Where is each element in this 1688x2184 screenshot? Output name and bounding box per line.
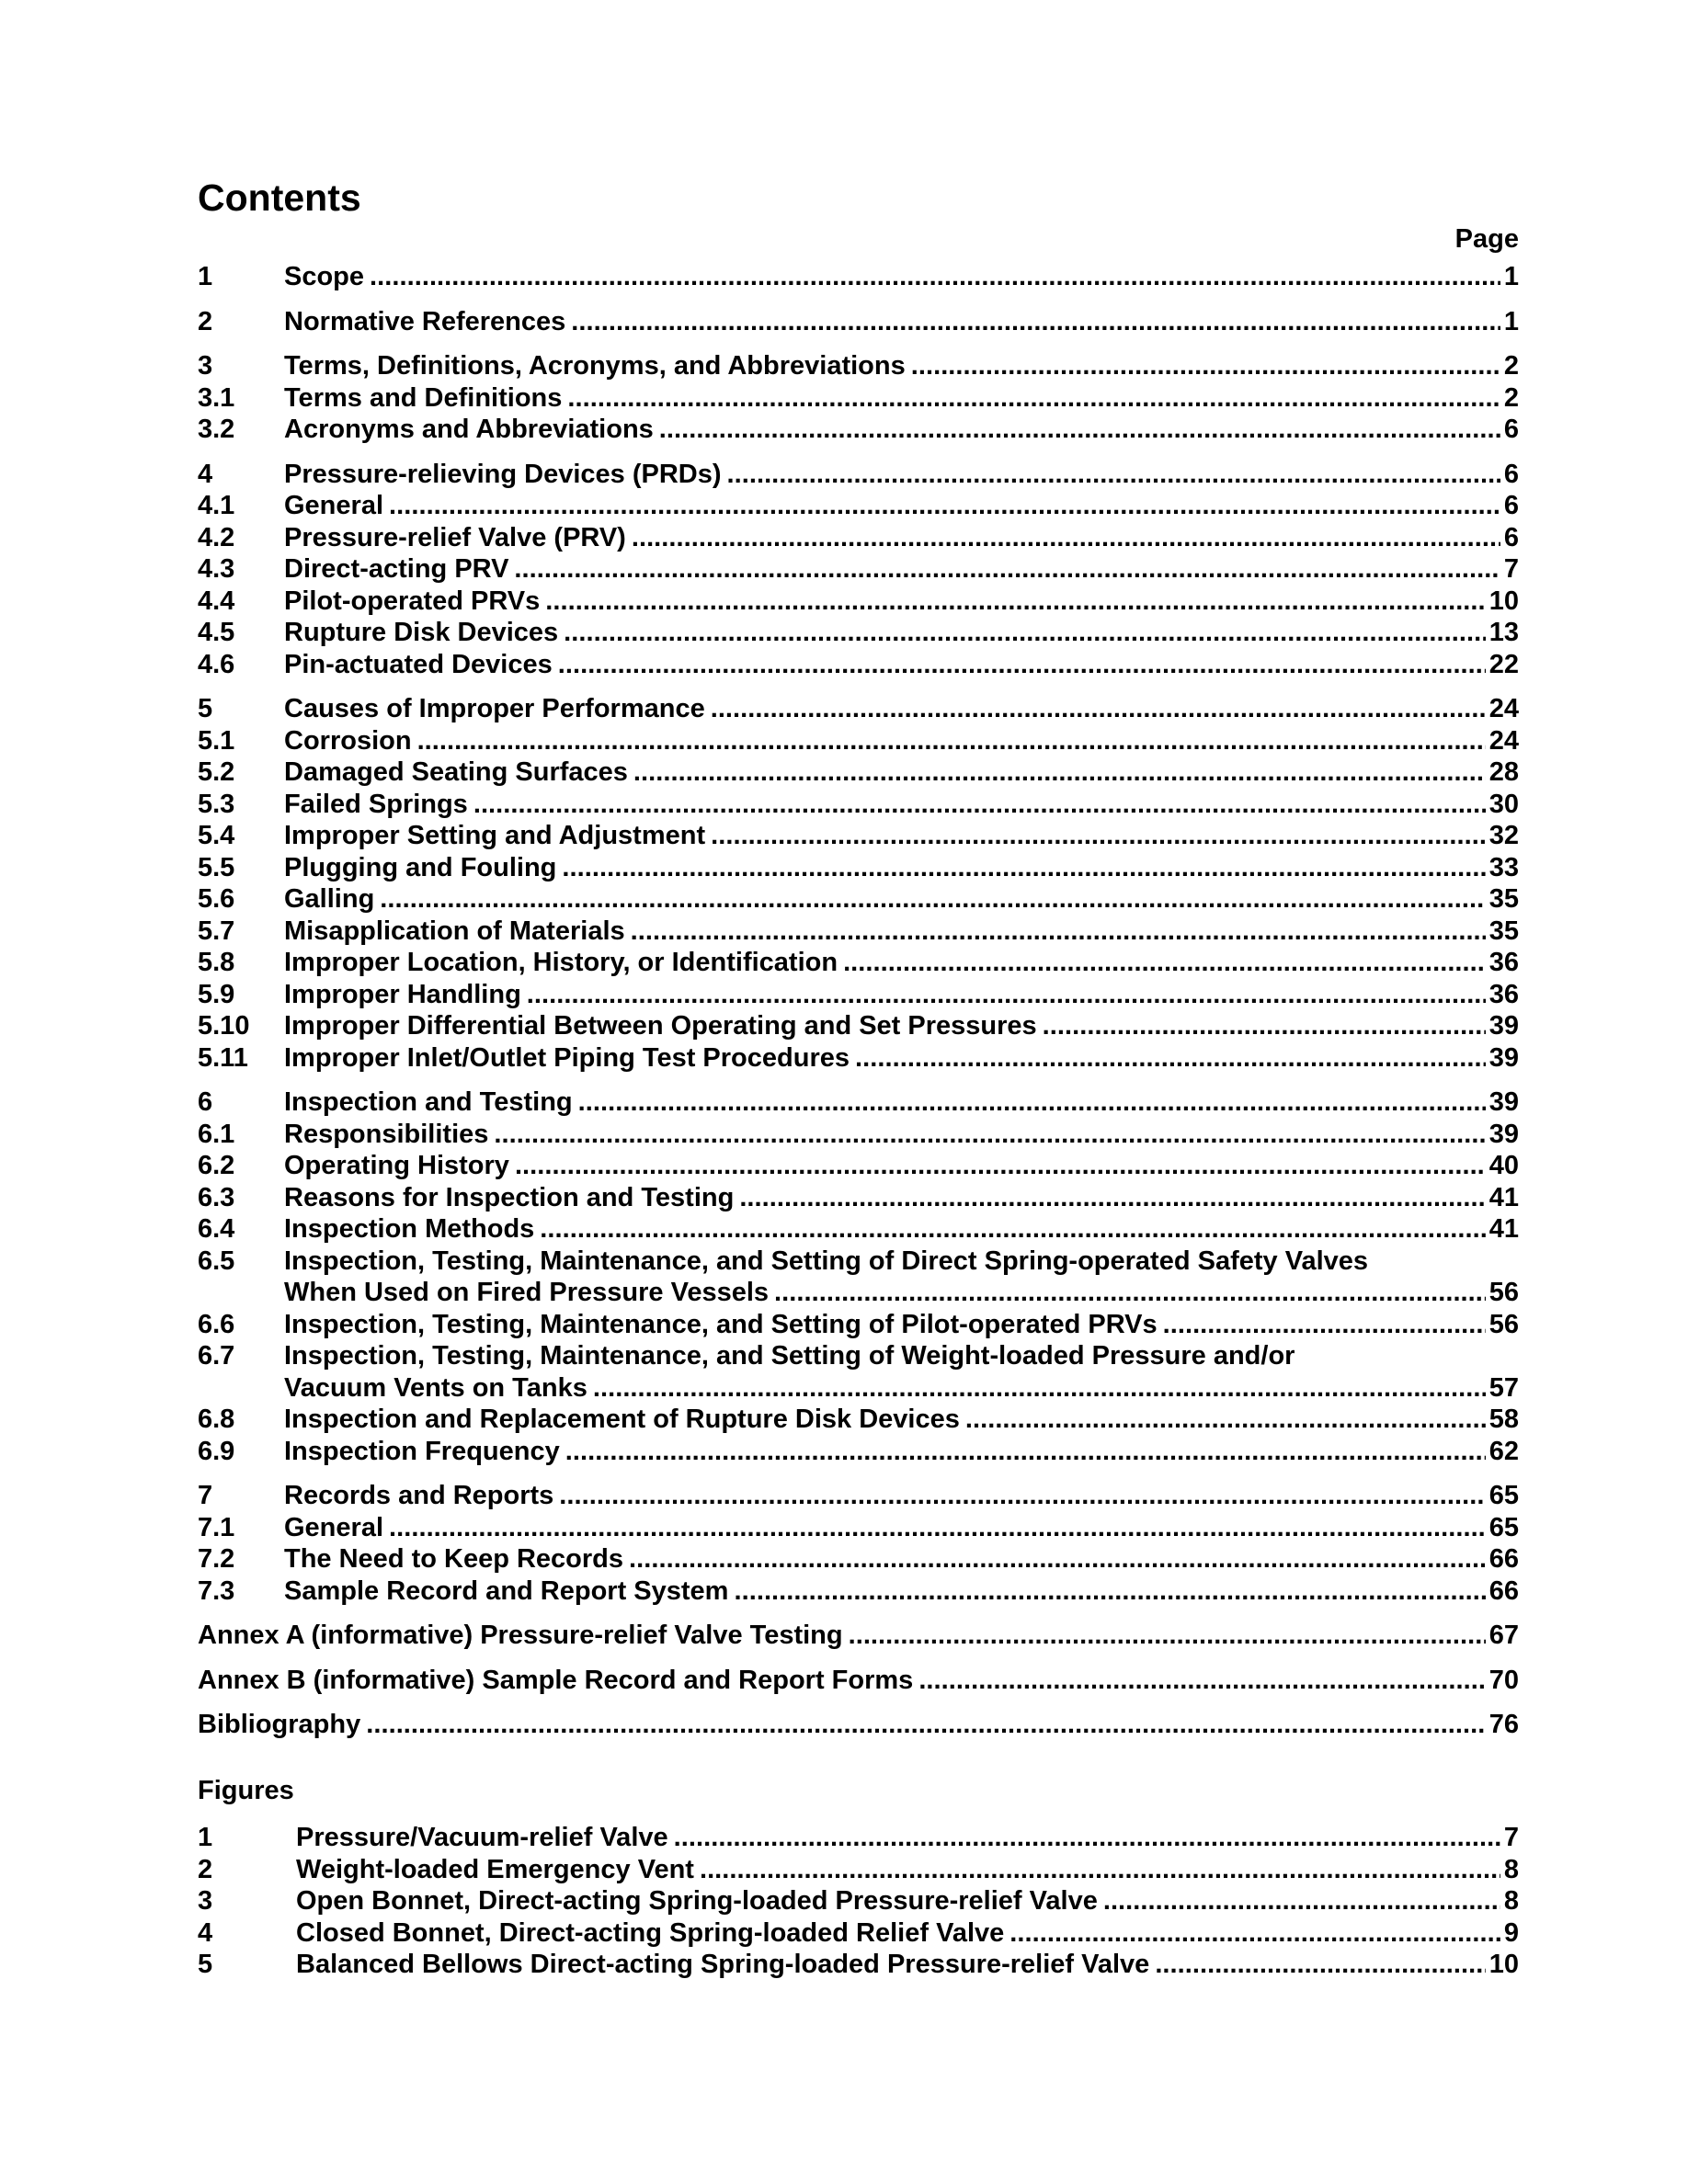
- entry-title: General: [284, 1512, 389, 1544]
- entry-number: 5.9: [198, 979, 235, 1009]
- dot-leader: [727, 459, 1500, 491]
- dot-leader: [564, 617, 1486, 649]
- toc-entry[interactable]: [198, 617, 1519, 649]
- entry-number: 6.2: [198, 1151, 235, 1180]
- entry-number: 4.5: [198, 618, 235, 647]
- toc-entry[interactable]: [198, 852, 1519, 884]
- entry-number: 7.1: [198, 1512, 235, 1542]
- entry-page-number: 65: [1488, 1512, 1519, 1542]
- dot-leader: [774, 1277, 1486, 1309]
- toc-entry[interactable]: [198, 789, 1519, 821]
- entry-title: Direct-acting PRV: [284, 553, 514, 586]
- toc-entry[interactable]: [198, 1665, 1519, 1697]
- entry-page-number: 6: [1503, 459, 1519, 489]
- entry-number: 3.1: [198, 382, 235, 413]
- entry-title: Inspection, Testing, Maintenance, and Setting of Pilot-operated PRVs: [284, 1309, 1163, 1341]
- entry-page-number: 6: [1503, 415, 1519, 444]
- entry-title: Inspection, Testing, Maintenance, and Setting of Direct Spring-operated Safety Valves: [284, 1246, 1369, 1276]
- figure-entry[interactable]: [198, 1917, 1519, 1950]
- toc-entry[interactable]: [198, 1182, 1519, 1214]
- entry-title: Improper Handling: [284, 979, 527, 1011]
- entry-number: 4.4: [198, 586, 235, 616]
- dot-leader: [965, 1404, 1486, 1436]
- dot-leader: [527, 979, 1486, 1011]
- toc-entry[interactable]: [198, 1480, 1519, 1512]
- entry-title: Normative References: [284, 306, 571, 338]
- entry-page-number: 39: [1488, 1011, 1519, 1041]
- toc-entry-continuation[interactable]: [198, 1277, 1519, 1309]
- entry-number: 5.3: [198, 789, 235, 819]
- entry-page-number: 41: [1488, 1182, 1519, 1212]
- entry-title: Improper Inlet/Outlet Piping Test Procedures: [284, 1042, 855, 1075]
- entry-number: 6: [198, 1087, 213, 1117]
- dot-leader: [711, 820, 1486, 852]
- table-of-contents: [198, 261, 1519, 1741]
- entry-number: 4.1: [198, 491, 235, 520]
- dot-leader: [711, 693, 1486, 725]
- toc-entry[interactable]: [198, 947, 1519, 979]
- figure-entry[interactable]: [198, 1854, 1519, 1886]
- toc-entry-continuation[interactable]: [198, 1372, 1519, 1405]
- entry-title: Inspection Methods: [284, 1213, 540, 1246]
- entry-page-number: 32: [1488, 821, 1519, 850]
- dot-leader: [558, 649, 1486, 681]
- dot-leader: [700, 1854, 1500, 1886]
- toc-entry[interactable]: [198, 1246, 1519, 1278]
- entry-title: General: [284, 490, 389, 522]
- dot-leader: [1043, 1010, 1486, 1042]
- entry-page-number: 10: [1488, 1950, 1519, 1979]
- entry-title: Scope: [284, 261, 370, 293]
- entry-page-number: 39: [1488, 1087, 1519, 1117]
- toc-entry[interactable]: [198, 1213, 1519, 1246]
- entry-number: 5.7: [198, 916, 235, 946]
- toc-entry[interactable]: [198, 350, 1519, 382]
- entry-page-number: 7: [1503, 554, 1519, 584]
- toc-entry[interactable]: [198, 261, 1519, 293]
- entry-title: Improper Setting and Adjustment: [284, 820, 711, 852]
- dot-leader: [1163, 1309, 1486, 1341]
- toc-entry[interactable]: [198, 1575, 1519, 1608]
- dot-leader: [1103, 1885, 1500, 1917]
- dot-leader: [911, 350, 1500, 382]
- entry-title: Pressure-relieving Devices (PRDs): [284, 459, 727, 491]
- entry-title: Terms, Definitions, Acronyms, and Abbreviations: [284, 350, 911, 382]
- toc-entry[interactable]: [198, 1150, 1519, 1182]
- dot-leader: [389, 1512, 1486, 1544]
- entry-number: 4.6: [198, 649, 235, 679]
- dot-leader: [659, 414, 1500, 446]
- dot-leader: [515, 1150, 1486, 1182]
- entry-page-number: 36: [1488, 979, 1519, 1009]
- toc-entry[interactable]: [198, 553, 1519, 586]
- entry-page-number: 67: [1488, 1621, 1519, 1650]
- entry-number: 5: [198, 694, 213, 723]
- entry-number: 3: [198, 1886, 213, 1916]
- list-of-figures: [198, 1822, 1519, 1981]
- entry-page-number: 62: [1488, 1436, 1519, 1466]
- entry-title: Annex B (informative) Sample Record and Report Forms: [198, 1665, 918, 1697]
- entry-title: Improper Differential Between Operating and Set Pressures: [284, 1010, 1043, 1042]
- dot-leader: [562, 852, 1485, 884]
- entry-title-continued: Vacuum Vents on Tanks: [284, 1372, 593, 1405]
- entry-title: Inspection Frequency: [284, 1436, 565, 1468]
- toc-entry[interactable]: [198, 1620, 1519, 1652]
- entry-title: Records and Reports: [284, 1480, 559, 1512]
- dot-leader: [370, 261, 1500, 293]
- entry-number: 5.6: [198, 884, 235, 914]
- entry-number: 6.9: [198, 1436, 235, 1466]
- dot-leader: [571, 306, 1500, 338]
- entry-title: Balanced Bellows Direct-acting Spring-loaded Pressure-relief Valve: [296, 1949, 1155, 1981]
- entry-title: Pilot-operated PRVs: [284, 586, 545, 618]
- entry-title: Galling: [284, 883, 380, 916]
- toc-entry[interactable]: [198, 1512, 1519, 1544]
- entry-number: 2: [198, 1854, 213, 1884]
- entry-page-number: 2: [1503, 382, 1519, 413]
- dot-leader: [380, 883, 1485, 916]
- toc-entry[interactable]: [198, 979, 1519, 1011]
- toc-entry[interactable]: [198, 1010, 1519, 1042]
- entry-number: 4: [198, 1917, 213, 1948]
- entry-number: 5.1: [198, 725, 235, 756]
- dot-leader: [389, 490, 1500, 522]
- entry-page-number: 66: [1488, 1575, 1519, 1606]
- entry-title: The Need to Keep Records: [284, 1543, 629, 1575]
- entry-number: 5.5: [198, 852, 235, 882]
- toc-entry[interactable]: [198, 490, 1519, 522]
- page-column-header: Page: [1454, 224, 1519, 254]
- entry-page-number: 39: [1488, 1119, 1519, 1149]
- dot-leader: [734, 1575, 1485, 1608]
- entry-page-number: 6: [1503, 522, 1519, 552]
- toc-entry[interactable]: [198, 649, 1519, 681]
- dot-leader: [514, 553, 1500, 586]
- toc-entry[interactable]: [198, 883, 1519, 916]
- entry-title: Misapplication of Materials: [284, 916, 631, 948]
- entry-title: Annex A (informative) Pressure-relief Valve Testing: [198, 1620, 849, 1652]
- entry-number: 3.2: [198, 415, 235, 444]
- entry-page-number: 40: [1488, 1151, 1519, 1180]
- entry-number: 7.3: [198, 1575, 235, 1606]
- entry-title: Reasons for Inspection and Testing: [284, 1182, 739, 1214]
- entry-title: Operating History: [284, 1150, 515, 1182]
- entry-title: Sample Record and Report System: [284, 1575, 734, 1608]
- dot-leader: [1009, 1917, 1500, 1950]
- entry-number: 5.2: [198, 757, 235, 787]
- entry-page-number: 70: [1488, 1665, 1519, 1695]
- toc-entry[interactable]: [198, 414, 1519, 446]
- toc-entry[interactable]: [198, 522, 1519, 554]
- entry-number: 7: [198, 1481, 213, 1510]
- dot-leader: [473, 789, 1486, 821]
- entry-page-number: 41: [1488, 1214, 1519, 1244]
- entry-page-number: 2: [1503, 351, 1519, 381]
- toc-entry[interactable]: [198, 1340, 1519, 1372]
- entry-number: 5: [198, 1950, 213, 1979]
- dot-leader: [1155, 1949, 1485, 1981]
- toc-entry[interactable]: [198, 820, 1519, 852]
- entry-number: 5.8: [198, 948, 235, 977]
- figure-entry[interactable]: [198, 1949, 1519, 1981]
- entry-number: 4: [198, 459, 213, 489]
- entry-title: Pressure-relief Valve (PRV): [284, 522, 632, 554]
- toc-entry[interactable]: [198, 1404, 1519, 1436]
- entry-number: 6.7: [198, 1341, 235, 1371]
- toc-entry[interactable]: [198, 1086, 1519, 1119]
- entry-page-number: 39: [1488, 1042, 1519, 1073]
- toc-entry[interactable]: [198, 1436, 1519, 1468]
- entry-title: Rupture Disk Devices: [284, 617, 564, 649]
- entry-number: 3: [198, 351, 213, 381]
- toc-entry[interactable]: [198, 693, 1519, 725]
- entry-page-number: 33: [1488, 852, 1519, 882]
- entry-title: Inspection and Testing: [284, 1086, 578, 1119]
- entry-title: Damaged Seating Surfaces: [284, 756, 633, 789]
- entry-title: Acronyms and Abbreviations: [284, 414, 659, 446]
- entry-page-number: 65: [1488, 1481, 1519, 1510]
- dot-leader: [417, 725, 1486, 757]
- entry-title: Inspection, Testing, Maintenance, and Setting of Weight-loaded Pressure and/or: [284, 1341, 1295, 1371]
- entry-number: 2: [198, 306, 213, 336]
- entry-title: Terms and Definitions: [284, 382, 567, 415]
- entry-page-number: 8: [1503, 1886, 1519, 1916]
- entry-title: Weight-loaded Emergency Vent: [296, 1854, 700, 1886]
- entry-number: 7.2: [198, 1544, 235, 1574]
- dot-leader: [633, 756, 1486, 789]
- dot-leader: [366, 1709, 1486, 1741]
- dot-leader: [567, 382, 1500, 415]
- entry-title: Closed Bonnet, Direct-acting Spring-loaded Relief Valve: [296, 1917, 1009, 1950]
- entry-title: Inspection and Replacement of Rupture Disk Devices: [284, 1404, 965, 1436]
- dot-leader: [674, 1822, 1500, 1854]
- entry-number: 5.11: [198, 1042, 248, 1073]
- entry-number: 4.2: [198, 522, 235, 552]
- dot-leader: [540, 1213, 1485, 1246]
- toc-page: [198, 0, 1519, 2184]
- dot-leader: [849, 1620, 1486, 1652]
- toc-entry[interactable]: [198, 916, 1519, 948]
- entry-title: Failed Springs: [284, 789, 473, 821]
- dot-leader: [631, 916, 1486, 948]
- entry-page-number: 7: [1503, 1823, 1519, 1852]
- dot-leader: [559, 1480, 1485, 1512]
- entry-number: 6.5: [198, 1246, 235, 1276]
- dot-leader: [565, 1436, 1486, 1468]
- figure-entry[interactable]: [198, 1885, 1519, 1917]
- toc-entry[interactable]: [198, 1309, 1519, 1341]
- entry-number: 4.3: [198, 554, 235, 584]
- entry-page-number: 35: [1488, 916, 1519, 946]
- entry-number: 6.3: [198, 1182, 235, 1212]
- dot-leader: [545, 586, 1485, 618]
- entry-number: 1: [198, 262, 213, 291]
- toc-entry[interactable]: [198, 306, 1519, 338]
- entry-page-number: 36: [1488, 948, 1519, 977]
- figure-entry[interactable]: [198, 1822, 1519, 1854]
- toc-entry[interactable]: [198, 1709, 1519, 1741]
- entry-page-number: 35: [1488, 884, 1519, 914]
- entry-title: Responsibilities: [284, 1119, 494, 1151]
- entry-title: Plugging and Fouling: [284, 852, 562, 884]
- dot-leader: [578, 1086, 1486, 1119]
- entry-page-number: 58: [1488, 1405, 1519, 1434]
- entry-number: 5.4: [198, 821, 235, 850]
- dot-leader: [855, 1042, 1486, 1075]
- dot-leader: [632, 522, 1500, 554]
- entry-title-continued: When Used on Fired Pressure Vessels: [284, 1277, 774, 1309]
- entry-number: 5.10: [198, 1011, 250, 1041]
- toc-entry[interactable]: [198, 1042, 1519, 1075]
- entry-page-number: 24: [1488, 694, 1519, 723]
- dot-leader: [494, 1119, 1485, 1151]
- entry-page-number: 30: [1488, 789, 1519, 819]
- toc-entry[interactable]: [198, 1119, 1519, 1151]
- entry-page-number: 57: [1488, 1372, 1519, 1403]
- figures-heading: Figures: [198, 1776, 294, 1805]
- entry-page-number: 9: [1503, 1917, 1519, 1948]
- entry-page-number: 56: [1488, 1278, 1519, 1307]
- page-title: Contents: [198, 176, 361, 219]
- dot-leader: [593, 1372, 1486, 1405]
- toc-entry[interactable]: [198, 382, 1519, 415]
- entry-page-number: 24: [1488, 725, 1519, 756]
- entry-page-number: 1: [1503, 306, 1519, 336]
- entry-page-number: 22: [1488, 649, 1519, 679]
- entry-page-number: 1: [1503, 262, 1519, 291]
- toc-entry[interactable]: [198, 756, 1519, 789]
- entry-page-number: 28: [1488, 757, 1519, 787]
- entry-number: 6.1: [198, 1119, 235, 1149]
- entry-title: Pressure/Vacuum-relief Valve: [296, 1822, 674, 1854]
- entry-number: 6.4: [198, 1214, 235, 1244]
- toc-entry[interactable]: [198, 586, 1519, 618]
- entry-page-number: 13: [1488, 618, 1519, 647]
- entry-page-number: 6: [1503, 491, 1519, 520]
- entry-page-number: 56: [1488, 1309, 1519, 1339]
- entry-number: 1: [198, 1823, 213, 1852]
- entry-number: 6.6: [198, 1309, 235, 1339]
- entry-title: Causes of Improper Performance: [284, 693, 711, 725]
- toc-entry[interactable]: [198, 725, 1519, 757]
- entry-page-number: 76: [1488, 1710, 1519, 1739]
- dot-leader: [918, 1665, 1485, 1697]
- entry-title: Corrosion: [284, 725, 417, 757]
- dot-leader: [843, 947, 1486, 979]
- toc-entry[interactable]: [198, 459, 1519, 491]
- entry-number: 6.8: [198, 1405, 235, 1434]
- toc-entry[interactable]: [198, 1543, 1519, 1575]
- entry-page-number: 8: [1503, 1854, 1519, 1884]
- entry-page-number: 66: [1488, 1544, 1519, 1574]
- entry-title: Improper Location, History, or Identification: [284, 947, 843, 979]
- entry-title: Open Bonnet, Direct-acting Spring-loaded Pressure-relief Valve: [296, 1885, 1103, 1917]
- dot-leader: [739, 1182, 1485, 1214]
- entry-title: Bibliography: [198, 1709, 366, 1741]
- entry-page-number: 10: [1488, 586, 1519, 616]
- entry-title: Pin-actuated Devices: [284, 649, 558, 681]
- dot-leader: [629, 1543, 1486, 1575]
